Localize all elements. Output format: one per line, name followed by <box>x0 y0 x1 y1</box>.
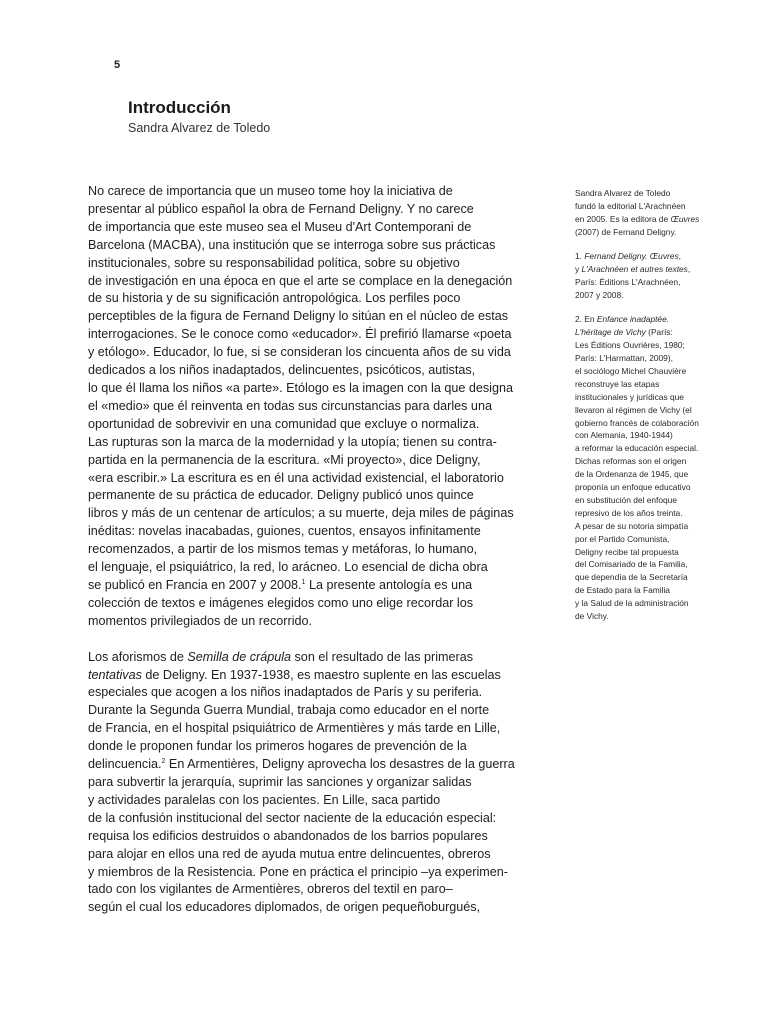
note-line: París: L'Harmattan, 2009), <box>575 352 673 363</box>
text-run: de Deligny. En 1937-1938, es maestro suplente en las escuelas <box>141 667 501 682</box>
text-line: de importancia que este museo sea el Museu d'Art Contemporani de <box>88 219 472 234</box>
note-line: a reformar la educación especial. <box>575 443 699 454</box>
sidenote-author-bio <box>575 187 745 239</box>
text-line: Barcelona (MACBA), una institución que se interroga sobre sus prácticas <box>88 237 496 252</box>
note-line <box>575 250 745 263</box>
text-line: tado con los vigilantes de Armentières, obreros del textil en paro– <box>88 882 453 897</box>
note-line: fundó la editorial L'Arachnéen <box>575 200 686 211</box>
text-run: en 2005. Es la editora de <box>575 213 671 224</box>
text-line: para alojar en ellos una red de ayuda mutua entre delincuentes, obreros <box>88 846 491 861</box>
text-line <box>88 756 548 774</box>
note-line: gobierno francés de colaboración <box>575 417 699 428</box>
note-line: Les Éditions Ouvrières, 1980; <box>575 340 685 351</box>
text-line: presentar al público español la obra de Fernand Deligny. Y no carece <box>88 201 474 216</box>
text-line: para subvertir la jerarquía, suprimir las sanciones y organizar salidas <box>88 775 472 789</box>
note-line: A pesar de su notoria simpatía <box>575 520 689 531</box>
text-line: de la confusión institucional del sector naciente de la educación especial: <box>88 810 497 825</box>
book-title-italic: Semilla de crápula <box>187 649 292 664</box>
note-line <box>575 213 745 226</box>
note-line <box>575 313 745 326</box>
text-line: especiales que acogen a los niños inadaptados de París y su periferia. <box>88 685 483 700</box>
italic-term: Enfance inadaptée. <box>596 314 670 325</box>
text-line: requisa los edificios destruidos o abandonados de los barrios populares <box>88 828 488 843</box>
note-line: (2007) de Fernand Deligny. <box>575 226 677 237</box>
text-line: dedicados a los niños inadaptados, delincuentes, psicóticos, autistas, <box>88 363 476 378</box>
italic-term: Œuvres <box>670 213 700 224</box>
italic-term: L'héritage de Vichy <box>575 327 646 338</box>
text-line: No carece de importancia que un museo tome hoy la iniciativa de <box>88 184 453 198</box>
note-line: proponía un enfoque educativo <box>575 482 691 493</box>
text-line: de Francia, en el hospital psiquiátrico de Armentières y más tarde en Lille, <box>88 721 501 736</box>
note-line: con Alemania, 1940-1944) <box>575 430 673 441</box>
note-line: de Estado para la Familia <box>575 585 670 596</box>
footnote-1 <box>575 250 745 302</box>
note-line: que dependía de la Secretaría <box>575 572 688 583</box>
main-text <box>88 183 548 917</box>
note-line: represivo de los años treinta. <box>575 507 683 518</box>
text-line: interrogaciones. Se le conoce como «educador». Él prefirió llamarse «poeta <box>88 327 512 342</box>
text-line: «era escribir.» La escritura es en él una actividad existencial, el laboratorio <box>88 470 504 485</box>
text-run: 1. <box>575 251 585 262</box>
text-line: perceptibles de la figura de Fernand Deligny lo sitúan en el núcleo de estas <box>88 309 509 324</box>
text-run: Los aforismos de <box>88 649 188 664</box>
text-run: , <box>687 264 691 275</box>
text-line: partida en la permanencia de la escritura. «Mi proyecto», dice Deligny, <box>88 452 481 467</box>
text-run: se publicó en Francia en 2007 y 2008. <box>88 577 302 592</box>
italic-term: tentativas <box>88 667 142 682</box>
text-line: recomenzados, a partir de los mismos temas y metáforas, lo humano, <box>88 542 478 557</box>
text-line: Las rupturas son la marca de la modernidad y la utopía; tienen su contra- <box>88 434 497 449</box>
note-line <box>575 263 745 276</box>
text-line <box>88 649 548 667</box>
text-line: momentos privilegiados de un recorrido. <box>88 613 313 628</box>
text-run: son el resultado de las primeras <box>291 649 474 664</box>
note-line: del Comisariado de la Familia, <box>575 559 688 570</box>
text-run: y <box>575 264 582 275</box>
text-run: En Armentières, Deligny aprovecha los desastres de la guerra <box>165 757 515 772</box>
note-line: llevaron al régimen de Vichy (el <box>575 404 692 415</box>
text-run: delincuencia. <box>88 757 162 772</box>
page-number: 5 <box>114 59 121 71</box>
text-run: , <box>678 251 681 262</box>
text-line: y actividades paralelas con los pacientes. En Lille, saca partido <box>88 792 441 807</box>
text-line: de investigación en una época en que el arte se complace en la denegación <box>88 273 513 288</box>
paragraph-2 <box>88 649 548 918</box>
text-line: el «medio» que él reinventa en todas sus circunstancias para darles una <box>88 398 492 413</box>
text-line: Durante la Segunda Guerra Mundial, trabaja como educador en el norte <box>88 703 490 718</box>
text-line: y etólogo». Educador, lo fue, si se consideran los cincuenta años de su vida <box>88 345 511 360</box>
note-line: reconstruye las etapas <box>575 378 660 389</box>
text-line <box>88 577 548 595</box>
text-line: oportunidad de sobrevivir en una comunidad que excluye o normaliza. <box>88 416 480 431</box>
text-line: según el cual los educadores diplomados, de origen pequeñoburgués, <box>88 900 481 915</box>
note-line: 2007 y 2008. <box>575 289 624 300</box>
paragraph-1 <box>88 183 548 631</box>
text-line: el lenguaje, el psiquiátrico, la red, lo arácneo. Lo esencial de dicha obra <box>88 560 488 575</box>
note-line <box>575 326 745 339</box>
sidenotes <box>575 187 745 623</box>
italic-term: Fernand Deligny. Œuvres <box>584 251 679 262</box>
note-line: Sandra Alvarez de Toledo <box>575 188 671 198</box>
note-line: por el Partido Comunista, <box>575 533 670 544</box>
footnote-ref-1: 1 <box>301 578 306 586</box>
text-line: institucionales, sobre su responsabilidad política, sobre su objetivo <box>88 255 460 270</box>
text-line: permanente de su práctica de educador. Deligny publicó unos quince <box>88 488 474 503</box>
text-line: colección de textos e imágenes elegidos como uno elige recordar los <box>88 595 474 610</box>
footnote-ref-2: 2 <box>161 757 166 765</box>
note-line: el sociólogo Michel Chauvière <box>575 365 687 376</box>
text-run: 2. En <box>575 314 597 325</box>
note-line: de la Ordenanza de 1945, que <box>575 469 689 480</box>
italic-term: L'Arachnéen et autres textes <box>581 264 688 275</box>
text-run: (París: <box>645 327 673 338</box>
note-line: París: Éditions L'Arachnéen, <box>575 276 681 287</box>
author-name: Sandra Alvarez de Toledo <box>128 121 271 135</box>
note-line: de Vichy. <box>575 611 609 622</box>
note-line: Deligny recibe tal propuesta <box>575 546 679 557</box>
text-line <box>88 667 548 685</box>
text-line: donde le proponen fundar los primeros hogares de prevención de la <box>88 739 467 754</box>
page-title: Introducción <box>128 98 231 117</box>
footnote-2 <box>575 313 745 623</box>
text-line: de su historia y de su significación antropológica. Los perfiles poco <box>88 291 461 306</box>
text-line: y miembros de la Resistencia. Pone en práctica el principio –ya experimen- <box>88 864 508 879</box>
text-line: libros y más de un centenar de artículos; a su muerte, deja miles de páginas <box>88 506 514 521</box>
note-line: en substitución del enfoque <box>575 494 677 505</box>
text-run: La presente antología es una <box>305 577 473 592</box>
note-line: institucionales y jurídicas que <box>575 391 684 402</box>
note-line: y la Salud de la administración <box>575 598 689 609</box>
note-line: Dichas reformas son el origen <box>575 456 687 467</box>
text-line: lo que él llama los niños «a parte». Etólogo es la imagen con la que designa <box>88 380 513 395</box>
text-line: inéditas: novelas inacabadas, guiones, cuentos, ensayos infinitamente <box>88 524 481 539</box>
